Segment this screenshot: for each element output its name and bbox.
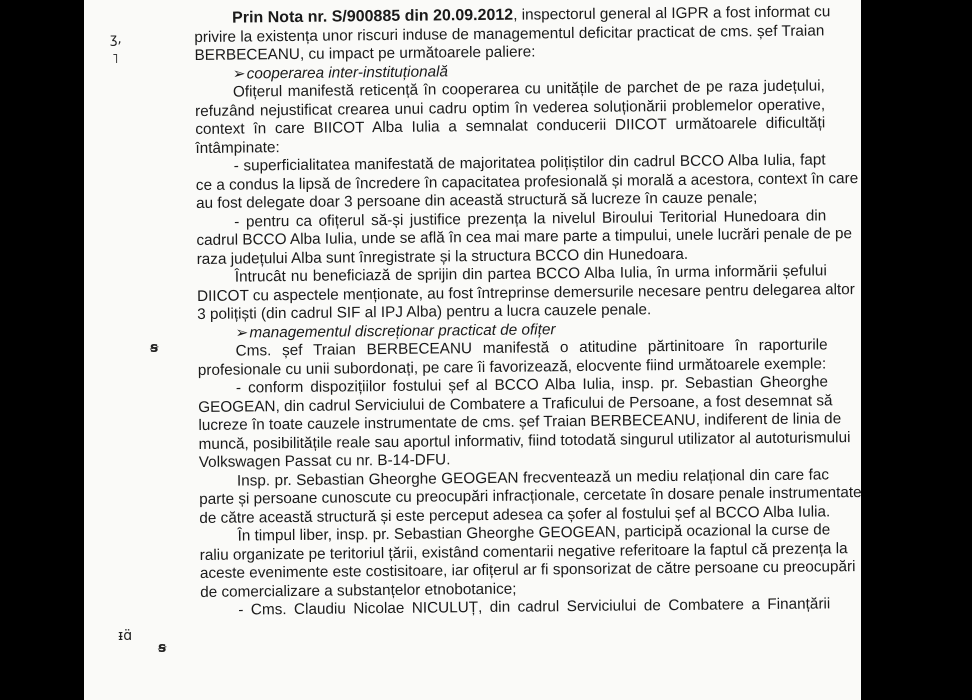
para8-line: aceste evenimente este costisitoare, iar ofițerul ar fi sponsorizat de către persoane cu preocupări bbox=[199, 558, 856, 582]
para1-line: Ofițerul manifestă reticență în cooperarea cu unitățile de parchet de pe raza județului, bbox=[232, 77, 825, 101]
para8-line: de comercializare a substanțelor etnobotanice; bbox=[200, 580, 517, 601]
para1-line: context în care BIICOT Alba Iulia a semnalat conducerii DIICOT următoarele dificultăți bbox=[195, 114, 826, 138]
para6-line: - conform dispozițiilor fostului șef al BCCO Alba Iulia, insp. pr. Sebastian Gheorghe bbox=[235, 373, 829, 397]
para2-line: au fost delegate doar 3 persoane din această structură să lucreze în cauze penale; bbox=[195, 189, 758, 212]
intro-line-1-rest: , inspectorul general al IGPR a fost informat cu bbox=[513, 3, 831, 24]
para3-line: - pentru ca ofițerul să-și justifice prezența la nivelul Biroului Teritorial Hunedoara din bbox=[234, 206, 827, 231]
para3-line: cadrul BCCO Alba Iulia, unde se află în cea mai mare parte a timpului, unele lucrări penale de pe bbox=[196, 225, 853, 249]
para8-line: raliu organizate pe teritoriul țării, existând comentarii negative referitoare la faptul că prezența la bbox=[199, 539, 848, 564]
para4-line: 3 polițiști (din cadrul SIF al IPJ Alba) pentru a lucra cauzele penale. bbox=[197, 301, 652, 323]
intro-line-3: BERBECEANU, cu impact pe următoarele paliere: bbox=[194, 43, 536, 64]
arrow-bullet-icon: ➢ bbox=[232, 64, 246, 83]
document-body bbox=[194, 0, 862, 620]
para5-line: Cms. șef Traian BERBECEANU manifestă o atitudine părtinitoare în raporturile bbox=[235, 336, 828, 360]
margin-scribble: ᵻɑ̈ bbox=[118, 628, 133, 644]
nota-reference: Prin Nota nr. S/900885 din 20.09.2012 bbox=[232, 6, 514, 27]
para3-line: raza județului Alba sunt înregistrate și la structura BCCO din Hunedoara. bbox=[196, 245, 689, 268]
para6-line: lucreze în toate cauzele instrumentate de cms. șef Traian BERBECEANU, indiferent de linia de bbox=[198, 410, 842, 434]
bullet-management-text: managementul discreționar practicat de ofițer bbox=[249, 320, 556, 341]
para9-partial-line: - Cms. Claudiu Nicolae NICULUȚ, din cadrul Serviciului de Combatere a Finanțării bbox=[238, 595, 831, 619]
intro-line-2: privire la existența unor riscuri induse de managementul deficitar practicat de cms. șef Traian bbox=[194, 21, 825, 46]
margin-scribble: ꞩ bbox=[150, 340, 159, 356]
para2-line: ce a condus la lipsă de încredere în capacitatea profesională și morală a acestora, context în care bbox=[195, 169, 859, 194]
para6-line: muncă, posibilitățile reale sau aportul informativ, fiind totodată singurul utilizator al autoturismului bbox=[198, 428, 851, 453]
para2-line: - superficialitatea manifestată de majoritatea polițiștilor din cadrul BCCO Alba Iulia, fapt bbox=[233, 151, 826, 175]
para7-line: Insp. pr. Sebastian Gheorghe GEOGEAN frecventează un mediu relațional din care fac bbox=[236, 465, 830, 490]
para8-line: În timpul liber, insp. pr. Sebastian Gheorghe GEOGEAN, participă ocazional la curse de bbox=[237, 521, 831, 545]
para4-line: DIICOT cu aspectele menționate, au fost întreprinse demersurile necesare pentru delegarea altor bbox=[196, 280, 855, 305]
margin-scribble: ꞩ bbox=[158, 640, 167, 656]
para7-line: de către această structură și este perceput adesea ca șofer al fostului șef al BCCO Alba Iulia. bbox=[199, 502, 831, 527]
margin-scribble: ˥ bbox=[112, 52, 119, 67]
arrow-bullet-icon: ➢ bbox=[235, 323, 249, 342]
bullet-cooperation-text: cooperarea inter-instituțională bbox=[246, 62, 449, 82]
para6-line: GEOGEAN, din cadrul Serviciului de Combatere a Traficului de Persoane, a fost desemnat să bbox=[198, 391, 833, 416]
document-page bbox=[84, 0, 861, 700]
para4-line: Întrucât nu beneficiază de sprijin din partea BCCO Alba Iulia, în urma informării șefului bbox=[234, 262, 827, 286]
para7-line: parte și persoane cunoscute cu preocupări infracționale, cercetate în dosare penale instrumentate bbox=[199, 484, 862, 508]
margin-scribble: ʒ, bbox=[110, 32, 122, 47]
para6-line: Volkswagen Passat cu nr. B-14-DFU. bbox=[198, 451, 451, 471]
para5-line: profesionale cu unii subordonați, pe care îi favorizează, elocvente fiind următoarele exemple: bbox=[197, 354, 827, 379]
para1-line: refuzând nejustificat crearea unui cadru optim în vederea soluționării problemelor operative, bbox=[195, 95, 826, 120]
para1-line: întâmpinate: bbox=[195, 138, 280, 157]
